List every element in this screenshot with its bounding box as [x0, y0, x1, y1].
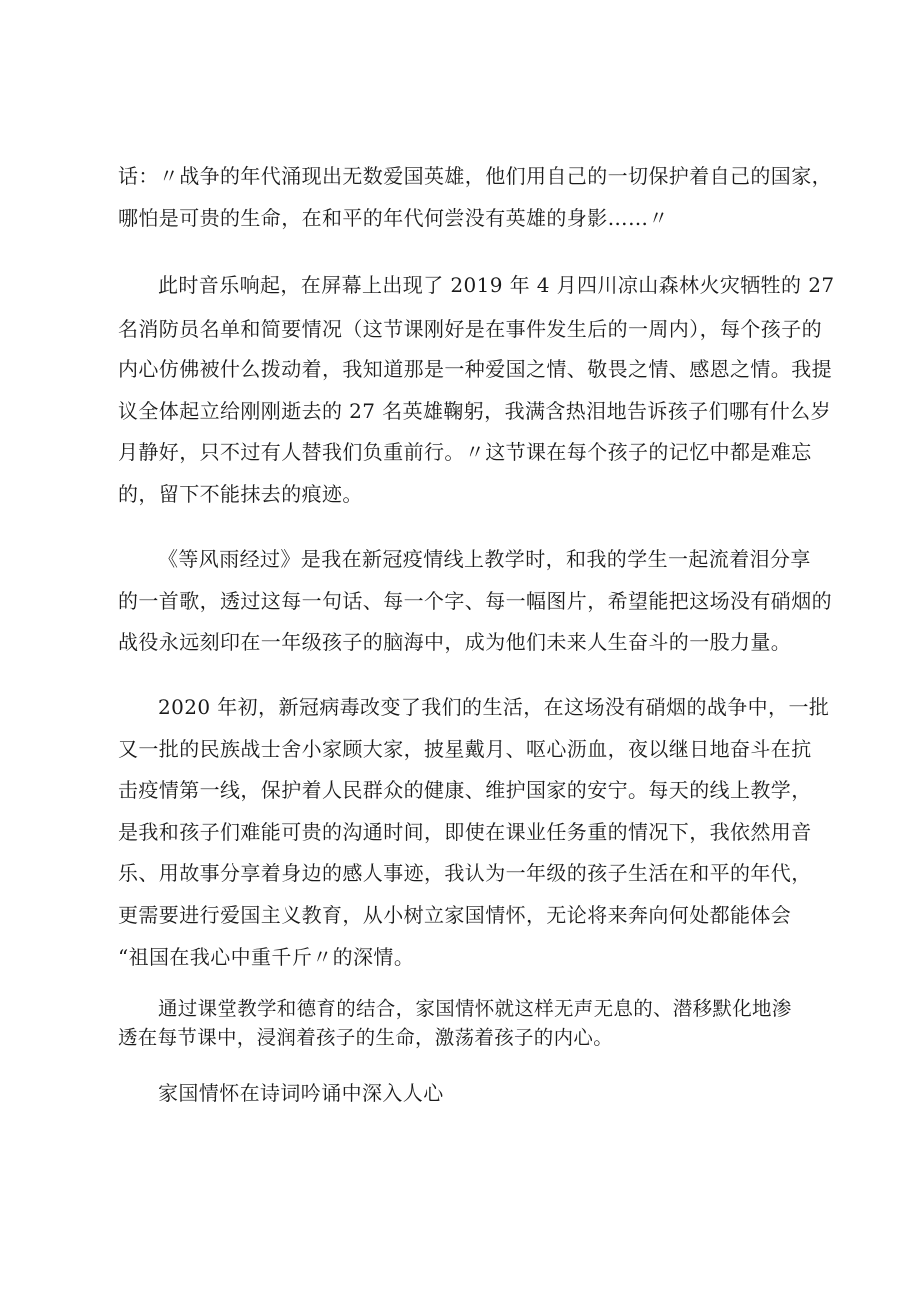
- paragraph-4-line-4: 是我和孩子们难能可贵的沟通时间，即使在课业任务重的情况下，我依然用音: [118, 820, 812, 844]
- paragraph-1-line-1: 话：〃战争的年代涌现出无数爱国英雄，他们用自己的一切保护着自己的国家，: [118, 164, 832, 188]
- paragraph-2-line-4: 议全体起立给刚刚逝去的 27 名英雄鞠躬，我满含热泪地告诉孩子们哪有什么岁: [118, 399, 831, 423]
- paragraph-1-line-2: 哪怕是可贵的生命，在和平的年代何尝没有英雄的身影……〃: [118, 206, 669, 230]
- paragraph-4-line-7: “祖国在我心中重千斤〃的深情。: [118, 945, 415, 969]
- paragraph-5-line-2: 透在每节课中，浸润着孩子的生命，激荡着孩子的内心。: [118, 1026, 614, 1049]
- paragraph-2-line-6: 的，留下不能抹去的痕迹。: [118, 482, 363, 506]
- paragraph-2-line-3: 内心仿佛被什么拨动着，我知道那是一种爱国之情、敬畏之情、感恩之情。我提: [118, 357, 832, 381]
- paragraph-3-line-3: 战役永远刻印在一年级孩子的脑海中，成为他们未来人生奋斗的一股力量。: [118, 630, 792, 654]
- paragraph-4-line-2: 又一批的民族战士舍小家顾大家，披星戴月、呕心沥血，夜以继日地奋斗在抗: [118, 737, 812, 761]
- paragraph-3-line-1: 《等风雨经过》是我在新冠疫情线上教学时，和我的学生一起流着泪分享: [158, 547, 811, 571]
- paragraph-2-line-1: 此时音乐响起，在屏幕上出现了 2019 年 4 月四川凉山森林火灾牺牲的 27: [158, 273, 835, 297]
- paragraph-4-line-6: 更需要进行爱国主义教育，从小树立家国情怀，无论将来奔向何处都能体会: [118, 903, 792, 927]
- paragraph-4-line-5: 乐、用故事分享着身边的感人事迹，我认为一年级的孩子生活在和平的年代，: [118, 861, 812, 885]
- paragraph-4-line-1: 2020 年初，新冠病毒改变了我们的生活，在这场没有硝烟的战争中，一批: [158, 695, 830, 719]
- paragraph-2-line-2: 名消防员名单和简要情况（这节课刚好是在事件发生后的一周内），每个孩子的: [118, 317, 822, 341]
- paragraph-2-line-5: 月静好，只不过有人替我们负重前行。〃这节课在每个孩子的记忆中都是难忘: [118, 440, 812, 464]
- paragraph-5-line-1: 通过课堂教学和德育的结合，家国情怀就这样无声无息的、潜移默化地渗: [158, 997, 792, 1020]
- paragraph-4-line-3: 击疫情第一线，保护着人民群众的健康、维护国家的安宁。每天的线上教学，: [118, 778, 812, 802]
- paragraph-3-line-2: 的一首歌，透过这每一句话、每一个字、每一幅图片，希望能把这场没有硝烟的: [118, 589, 832, 613]
- section-heading: 家国情怀在诗词吟诵中深入人心: [158, 1081, 444, 1105]
